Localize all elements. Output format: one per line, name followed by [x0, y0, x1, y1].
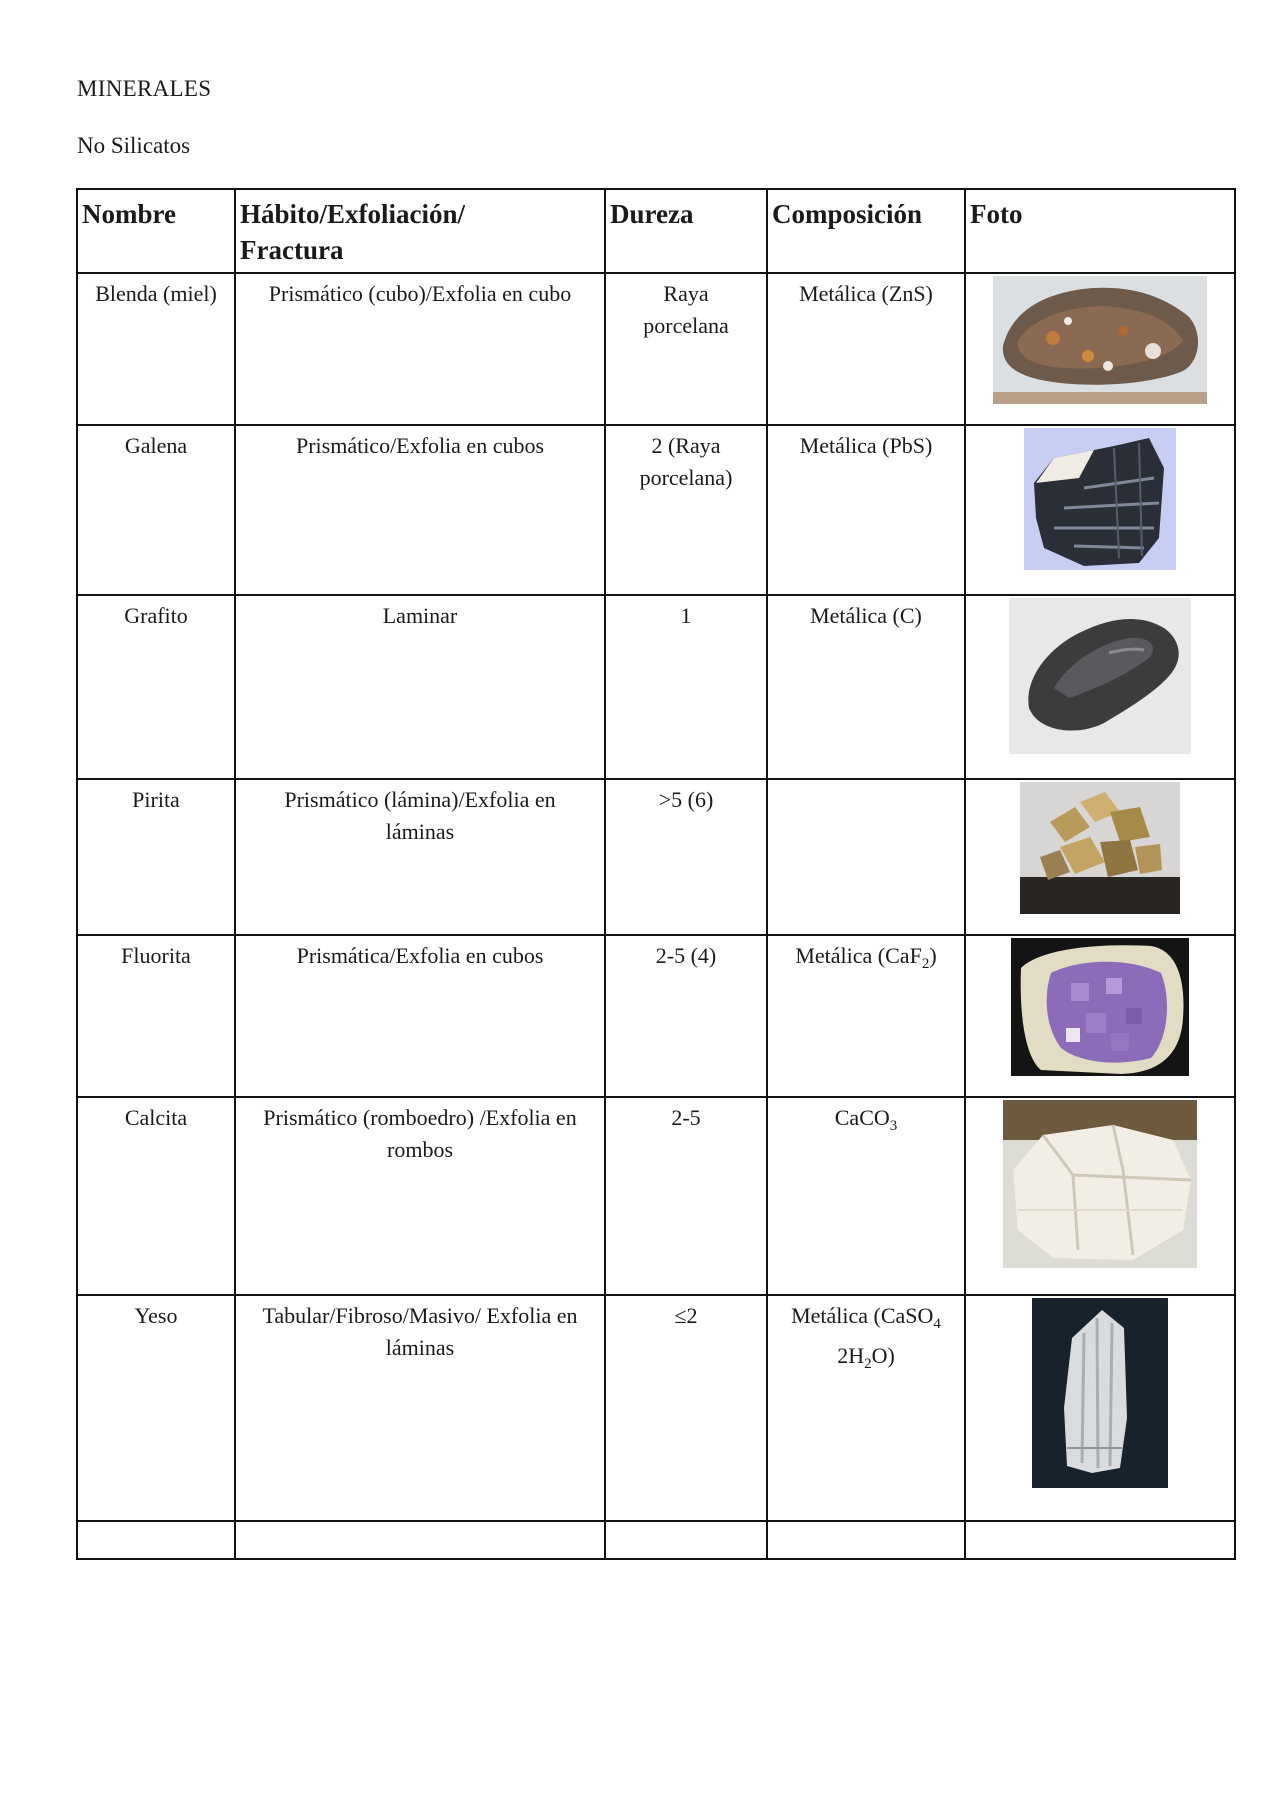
cell-nombre: Calcita [77, 1097, 235, 1295]
table-row [77, 425, 1235, 595]
cell-foto [965, 779, 1235, 935]
cell-foto [965, 1097, 1235, 1295]
composicion-hydrate: 2H [837, 1343, 865, 1368]
cell-dureza: 2-5 (4) [605, 935, 767, 1097]
cell-habito: Tabular/Fibroso/Masivo/ Exfolia en láminas [235, 1295, 605, 1521]
yeso-photo [1032, 1298, 1168, 1488]
cell-nombre: Galena [77, 425, 235, 595]
cell-habito: Laminar [235, 595, 605, 779]
minerals-table [76, 188, 1236, 1560]
cell-nombre: Fluorita [77, 935, 235, 1097]
table-row [77, 935, 1235, 1097]
cell-dureza: 2-5 [605, 1097, 767, 1295]
cell-composicion: Metálica (ZnS) [767, 273, 965, 425]
cell-empty [235, 1521, 605, 1559]
page-title: MINERALES [77, 76, 212, 101]
page-subtitle: No Silicatos [77, 133, 191, 158]
cell-empty [965, 1521, 1235, 1559]
cell-foto [965, 425, 1235, 595]
composicion-subscript: 3 [889, 1118, 898, 1134]
header-habito-line2: Fractura [240, 235, 344, 265]
cell-habito: Prismático (lámina)/Exfolia en láminas [235, 779, 605, 935]
cell-empty [605, 1521, 767, 1559]
cell-dureza: 1 [605, 595, 767, 779]
header-foto: Foto [965, 189, 1235, 273]
grafito-photo [1009, 598, 1191, 754]
cell-nombre: Grafito [77, 595, 235, 779]
table-row [77, 779, 1235, 935]
cell-habito: Prismático (romboedro) /Exfolia en rombos [235, 1097, 605, 1295]
cell-foto [965, 935, 1235, 1097]
table-header-row [77, 189, 1235, 273]
cell-nombre: Pirita [77, 779, 235, 935]
cell-foto [965, 595, 1235, 779]
galena-photo [1024, 428, 1176, 570]
cell-composicion: Metálica (PbS) [767, 425, 965, 595]
blenda-photo [993, 276, 1207, 404]
table-row [77, 273, 1235, 425]
cell-habito: Prismático (cubo)/Exfolia en cubo [235, 273, 605, 425]
composicion-subscript: 4 [933, 1316, 941, 1332]
cell-composicion [767, 1097, 965, 1295]
table-row [77, 1097, 1235, 1295]
cell-nombre: Yeso [77, 1295, 235, 1521]
cell-empty [767, 1521, 965, 1559]
header-dureza: Dureza [605, 189, 767, 273]
fluorita-photo [1011, 938, 1189, 1076]
composicion-main: Metálica (CaSO [791, 1303, 934, 1328]
composicion-main: Metálica (CaF [795, 943, 922, 968]
header-composicion: Composición [767, 189, 965, 273]
cell-foto [965, 273, 1235, 425]
cell-empty [77, 1521, 235, 1559]
composicion-close: ) [929, 943, 937, 968]
table-row [77, 595, 1235, 779]
composicion-close: O) [871, 1343, 895, 1368]
cell-foto [965, 1295, 1235, 1521]
cell-habito: Prismático/Exfolia en cubos [235, 425, 605, 595]
composicion-subscript-2: 2 [864, 1356, 872, 1372]
pirita-photo [1020, 782, 1180, 914]
cell-dureza: ≤2 [605, 1295, 767, 1521]
cell-nombre: Blenda (miel) [77, 273, 235, 425]
composicion-subscript: 2 [921, 956, 930, 972]
header-habito-line1: Hábito/Exfoliación/ [240, 199, 466, 229]
cell-composicion [767, 935, 965, 1097]
table-row [77, 1295, 1235, 1521]
cell-composicion [767, 1295, 965, 1521]
calcita-photo [1003, 1100, 1197, 1268]
cell-habito: Prismática/Exfolia en cubos [235, 935, 605, 1097]
cell-dureza: >5 (6) [605, 779, 767, 935]
cell-composicion: Metálica (C) [767, 595, 965, 779]
composicion-main: CaCO [834, 1105, 890, 1130]
cell-dureza: 2 (Raya porcelana) [605, 425, 767, 595]
cell-composicion [767, 779, 965, 935]
header-habito [235, 189, 605, 273]
header-nombre: Nombre [77, 189, 235, 273]
table-row-empty [77, 1521, 1235, 1559]
cell-dureza: Raya porcelana [605, 273, 767, 425]
